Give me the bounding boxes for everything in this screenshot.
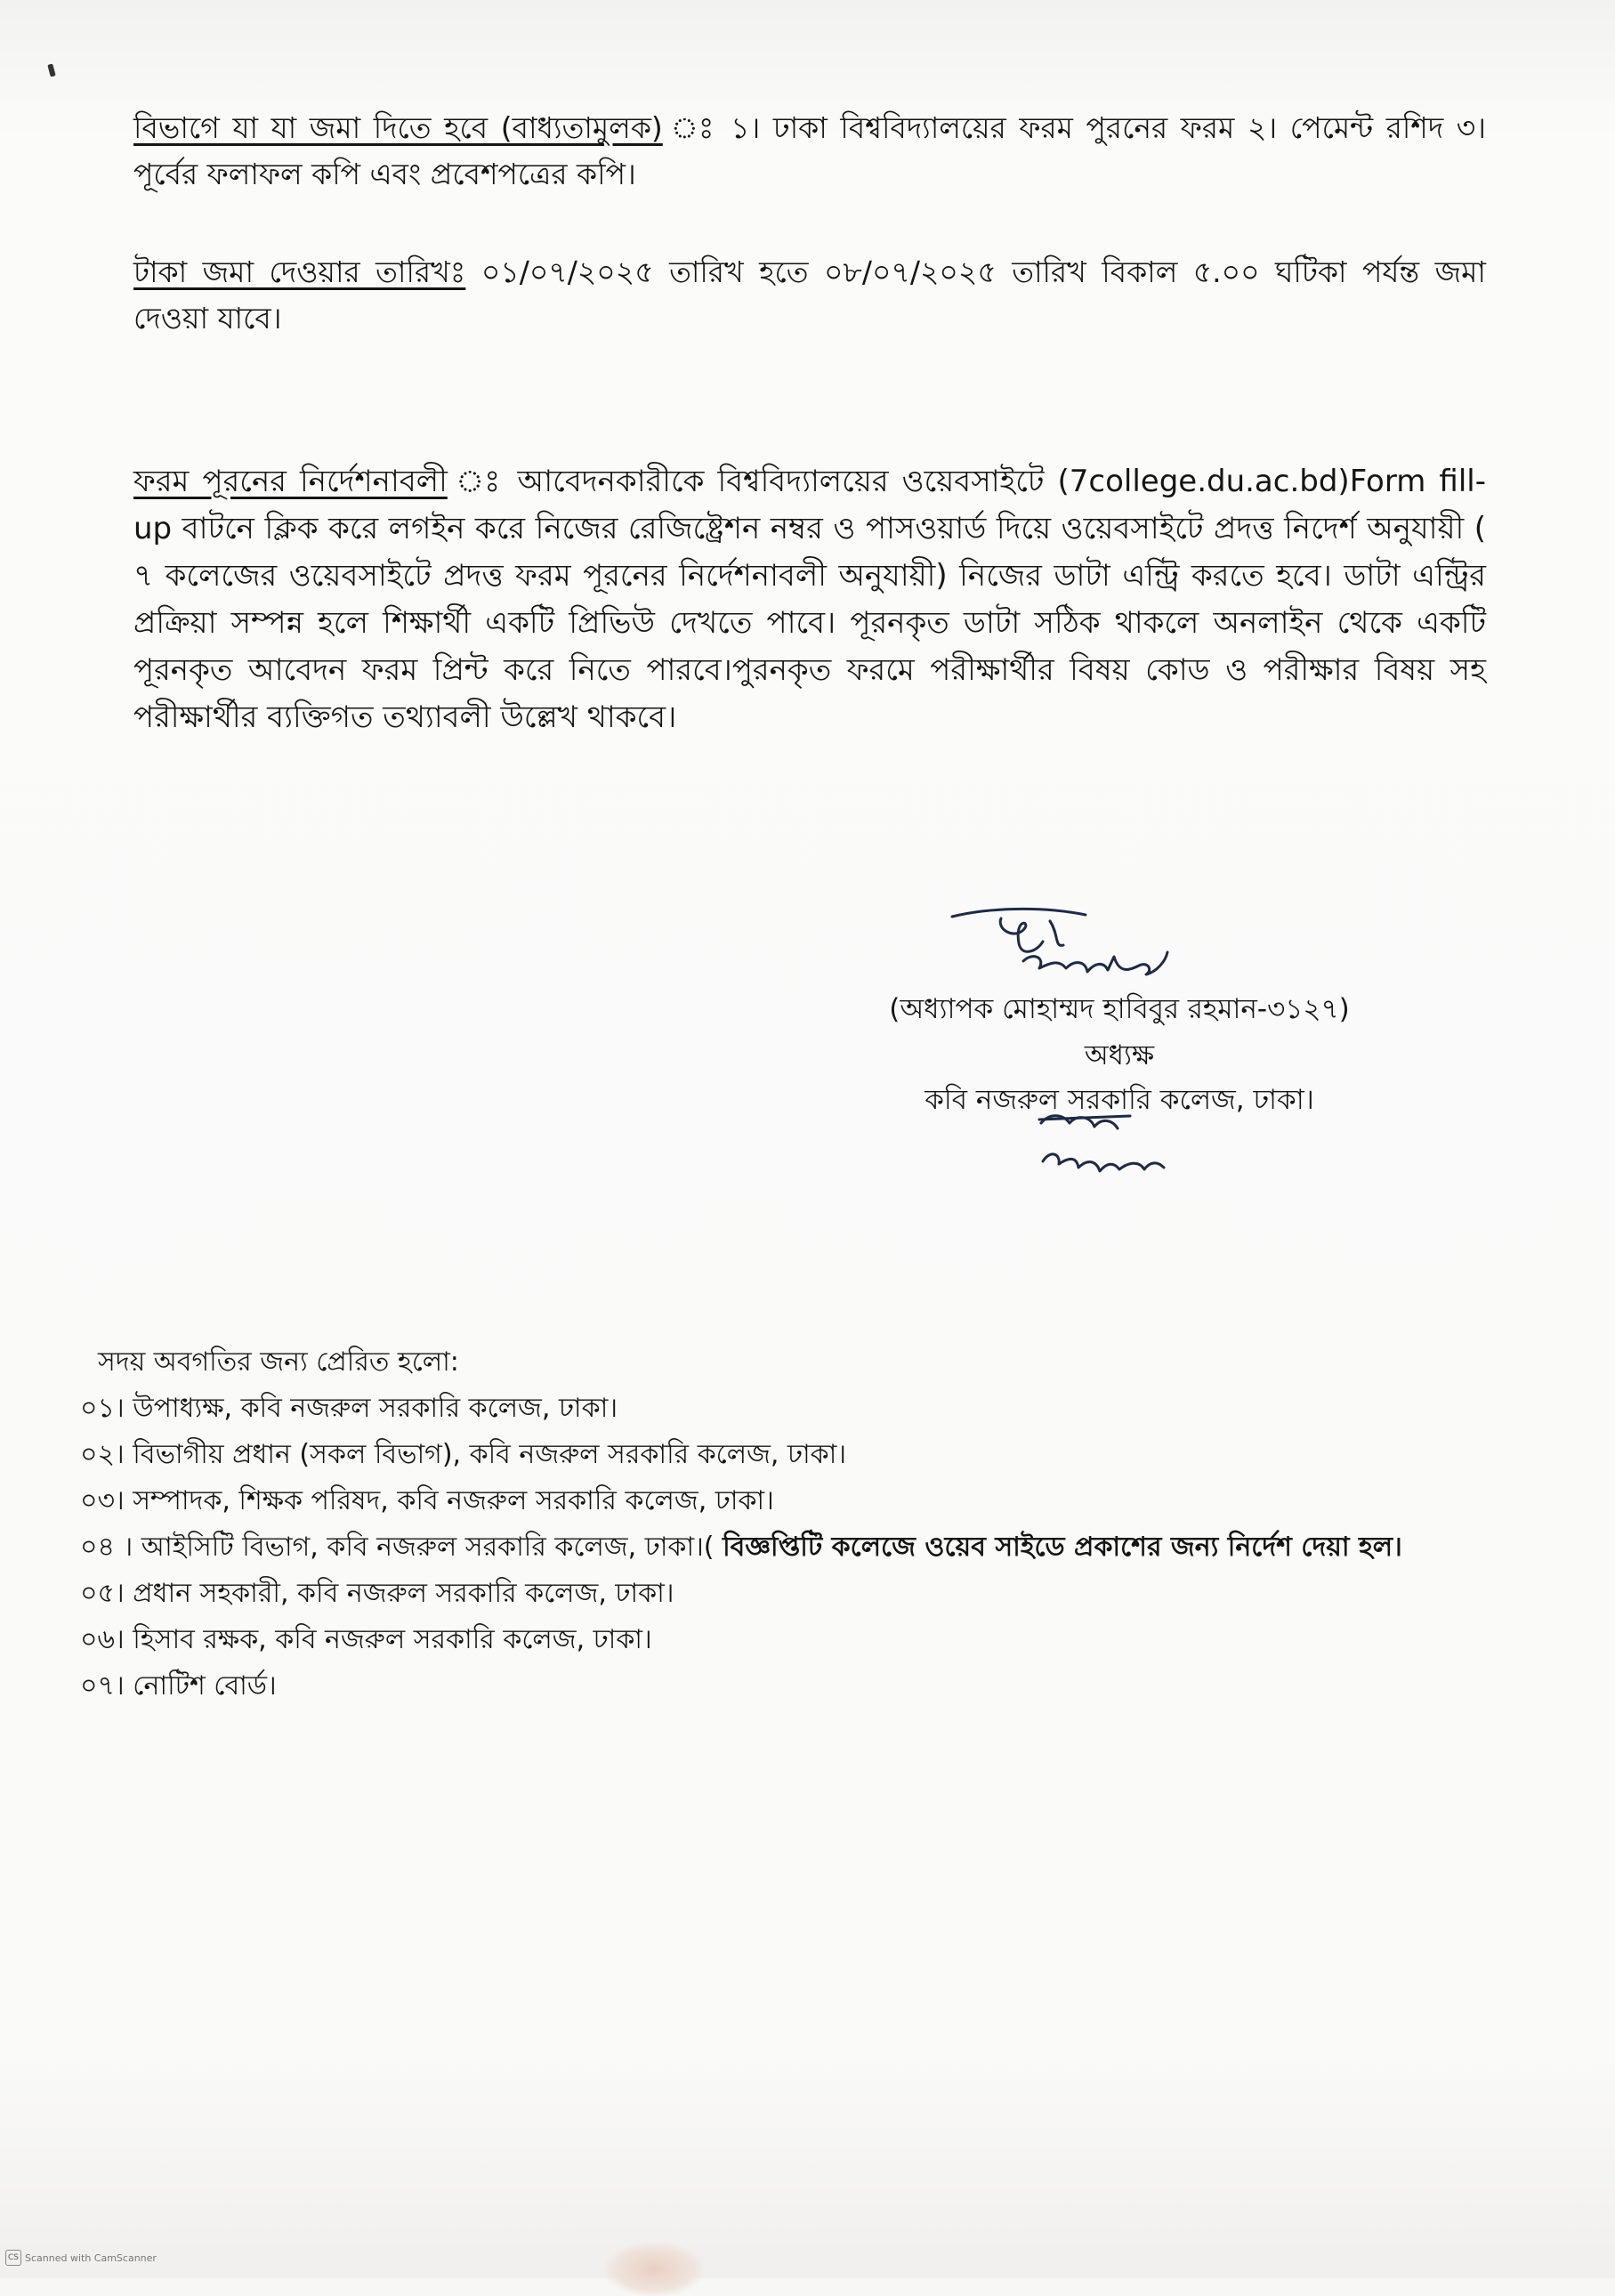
item-text: হিসাব রক্ষক, কবি নজরুল সরকারি কলেজ, ঢাকা। (133, 1624, 652, 1655)
instructions-label: ফরম পূরনের নির্দেশনাবলী (133, 464, 448, 499)
list-item (80, 1524, 1557, 1571)
list-item (80, 1617, 1557, 1663)
submission-paragraph (133, 105, 1486, 198)
item-number: ০১। (80, 1393, 125, 1424)
deposit-label: টাকা জমা দেওয়ার তারিখঃ (133, 255, 466, 289)
submission-label: বিভাগে যা যা জমা দিতে হবে (বাধ্যতামুলক) (133, 110, 663, 145)
list-item (80, 1386, 1557, 1432)
instructions-paragraph (133, 458, 1486, 741)
item-number: ০২। (80, 1439, 125, 1470)
item-text: বিভাগীয় প্রধান (সকল বিভাগ), কবি নজরুল সরকারি কলেজ, ঢাকা। (133, 1439, 847, 1470)
item-text: প্রধান সহকারী, কবি নজরুল সরকারি কলেজ, ঢাকা। (133, 1578, 674, 1609)
list-item (80, 1478, 1557, 1524)
item-number: ০৪ । (80, 1532, 133, 1563)
list-item (80, 1571, 1557, 1617)
deposit-text: ০১/০৭/২০২৫ তারিখ হতে ০৮/০৭/২০২৫ তারিখ বিকাল ৫.০০ ঘটিকা পর্যন্ত জমা দেওয়া যাবে। (133, 255, 1486, 336)
signatory-name: (অধ্যাপক মোহাম্মদ হাবিবুর রহমান-৩১২৭) (889, 993, 1350, 1025)
scan-speck (47, 63, 55, 77)
item-number: ০৬। (80, 1624, 125, 1655)
submission-separator: ঃ (662, 110, 731, 145)
deposit-paragraph (133, 249, 1486, 342)
finger-smudge (605, 2243, 703, 2296)
watermark-text: Scanned with CamScanner (25, 2252, 157, 2264)
distribution-heading: সদয় অবগতির জন্য প্রেরিত হলো: (98, 1346, 459, 1378)
list-item (80, 1432, 1557, 1478)
instructions-text: আবেদনকারীকে বিশ্ববিদ্যালয়ের ওয়েবসাইটে (7college.du.ac.bd)Form fill-up বাটনে ক্লিক করে লগইন করে নিজের রেজিষ্ট্রেশন নম্বর ও পাসওয়ার্ড দিয়ে ওয়েবসাইটে প্রদত্ত নিদের্শ অনুযায়ী ( ৭ কলেজের ওয়েবসাইটে প্রদত্ত ফরম পূরনের নির্দেশনাবলী অনুযায়ী) নিজের ডাটা এন্ট্রি করতে হবে। ডাটা এন্ট্রির প্রক্রিয়া সম্পন্ন হলে শিক্ষার্থী একটি প্রিভিউ দেখতে পাবে। পূরনকৃত ডাটা সঠিক থাকলে অনলাইন থেকে একটি পূরনকৃত আবেদন ফরম প্রিন্ট করে নিতে পারবে।পুরনকৃত ফরমে পরীক্ষার্থীর বিষয় কোড ও পরীক্ষার বিষয় সহ পরীক্ষার্থীর ব্যক্তিগত তথ্যাবলী উল্লেখ থাকবে। (133, 464, 1486, 735)
instructions-separator: ঃ (447, 464, 518, 499)
signature-block (836, 890, 1388, 1210)
item-text: উপাধ্যক্ষ, কবি নজরুল সরকারি কলেজ, ঢাকা। (133, 1393, 618, 1424)
item-text: নোটিশ বোর্ড। (133, 1670, 277, 1702)
item-number: ০৩। (80, 1485, 125, 1516)
distribution-list (80, 1339, 1557, 1710)
scanner-watermark (5, 2250, 157, 2266)
list-item (80, 1663, 1557, 1710)
signatory-designation: অধ্যক্ষ (1084, 1039, 1155, 1071)
item-number: ০৭। (80, 1670, 125, 1702)
submission-text: ১। ঢাকা বিশ্ববিদ্যালয়ের ফরম পুরনের ফরম ২। পেমেন্ট রশিদ ৩। পূর্বের ফলাফল কপি এবং প্রবেশপত্রের কপি। (133, 110, 1487, 191)
camscanner-icon: CS (5, 2250, 21, 2266)
item-text: সম্পাদক, শিক্ষক পরিষদ, কবি নজরুল সরকারি কলেজ, ঢাকা। (133, 1485, 774, 1516)
item-note: বিজ্ঞপ্তিটি কলেজে ওয়েব সাইডে প্রকাশের জন্য নির্দেশ দেয়া হল। (723, 1532, 1402, 1563)
signatory-college: কবি নজরুল সরকারি কলেজ, ঢাকা। (925, 1084, 1314, 1116)
item-number: ০৫। (80, 1578, 125, 1609)
item-text: আইসিটি বিভাগ, কবি নজরুল সরকারি কলেজ, ঢাকা।( (141, 1532, 715, 1563)
